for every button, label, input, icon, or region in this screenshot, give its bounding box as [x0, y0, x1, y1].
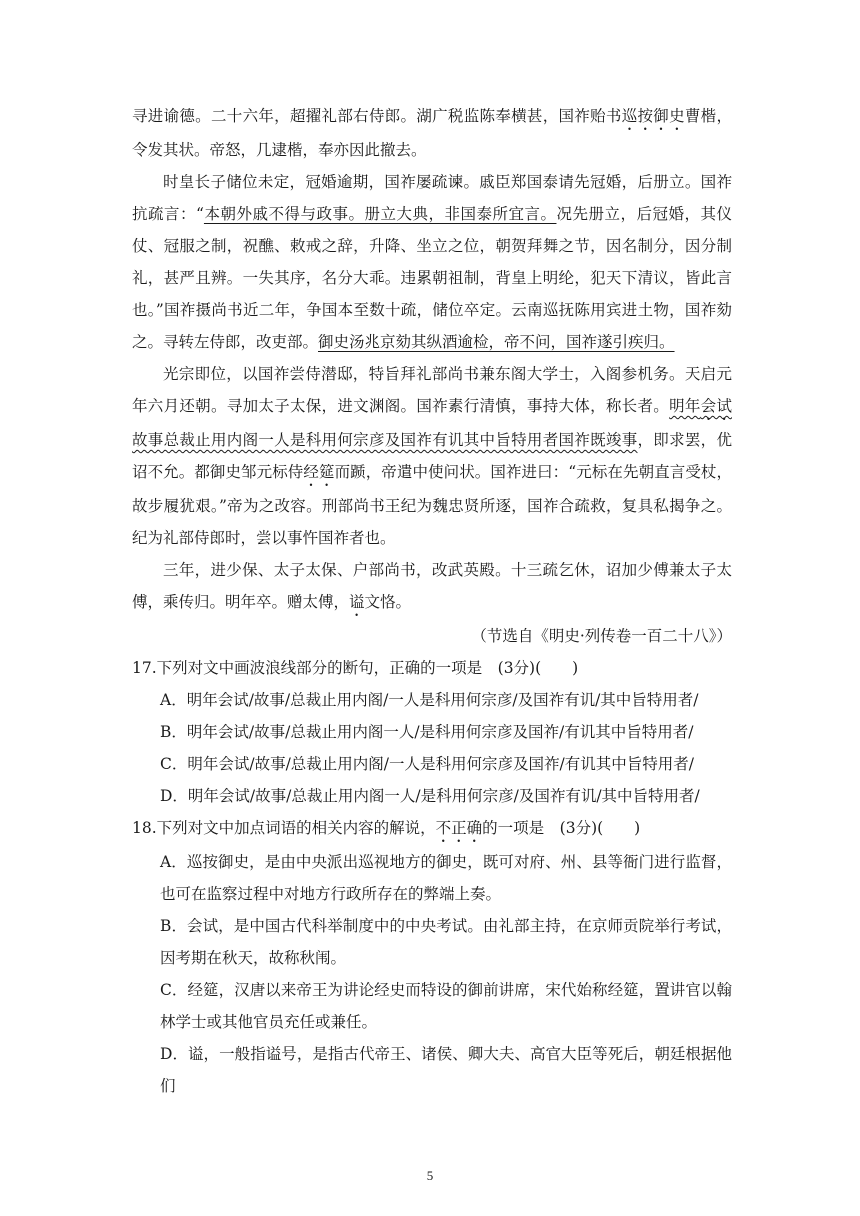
question-18-option-c: C．经筵，汉唐以来帝王为讲论经史而特设的御前讲席，宋代始称经筵，置讲官以翰林学士或其他官员充任或兼任。 — [160, 981, 732, 1031]
passage-paragraph-3 — [132, 358, 732, 554]
text-run: 明年 — [669, 397, 701, 415]
text-run: 故事总裁止用内阁一人是科用何宗彦及国祚有讥其中旨特用者国祚既竣事 — [132, 431, 638, 449]
question-18-stem — [132, 812, 732, 846]
dotted-term-jingyan: 经筵 — [303, 463, 335, 481]
dotted-term-huishi: 会试 — [700, 397, 732, 415]
underlined-sentence-2: 御史汤兆京劾其纵酒逾检，帝不问，国祚遂引疾归。 — [318, 333, 675, 351]
passage-paragraph-4 — [132, 554, 732, 620]
text-run: 光宗即位，以国祚尝侍潜邸，特旨拜礼部尚书兼东阁大学士，入阁参机务。天启元年六月还朝。寻加太子太保，进文渊阁。国祚素行清慎，事持大体，称长者。 — [132, 365, 732, 415]
text-run: 文恪。 — [364, 593, 412, 611]
passage-paragraph-2 — [132, 166, 732, 358]
passage-paragraph-1 — [132, 100, 732, 166]
text-run: 况先册立，后冠婚，其仪仗、冠服之制，祝醮、敕戒之辞，升降、坐立之位，朝贺拜舞之节，因名制分，因分制礼，甚严且辨。一失其序，名分大乖。违累朝祖制，背皇上明纶，犯天下清议，皆此言也。”国祚摄尚书近二年，争国本至数十疏，储位卒定。云南巡抚陈用宾进土物，国祚劾之。寻转左侍郎，改吏部。 — [132, 205, 732, 351]
question-17-option-b: B．明年会试/故事/总裁止用内阁一人/是科用何宗彦及国祚/有讥其中旨特用者/ — [160, 723, 694, 741]
question-18-option-b: B．会试，是中国古代科举制度中的中央考试。由礼部主持，在京师贡院举行考试，因考期在秋天，故称秋闱。 — [160, 917, 732, 967]
page-number: 5 — [426, 1168, 434, 1183]
text-run: 时皇长子储位未定，冠婚逾期，国祚屡疏谏。戚臣郑国泰请先冠婚，后册立。国祚抗疏言：“ — [132, 173, 732, 223]
passage-source: （节选自《明史·列传卷一百二十八》） — [471, 627, 732, 645]
dotted-term-xunan-yushi: 巡按御史 — [621, 107, 685, 125]
dotted-term-shi: 谥 — [349, 593, 365, 611]
question-17-option-a: A．明年会试/故事/总裁止用内阁/一人是科用何宗彦/及国祚有讥/其中旨特用者/ — [160, 691, 699, 709]
text-run: ，即求罢，优诏不允。都御史邹元标侍 — [132, 431, 732, 481]
text-run: 寻进谕德。二十六年，超擢礼部右侍郎。湖广税监陈奉横甚，国祚贻书 — [132, 107, 622, 125]
dotted-keyword-buzhengque: 不正确 — [435, 819, 483, 837]
question-18-option-a: A．巡按御史，是由中央派出巡视地方的御史，既可对府、州、县等衙门进行监督，也可在监察过程中对地方行政所存在的弊端上奏。 — [160, 853, 732, 903]
question-17-option-c: C．明年会试/故事/总裁止用内阁/一人是科用何宗彦及国祚/有讥其中旨特用者/ — [160, 755, 694, 773]
question-17-stem: 17.下列对文中画波浪线部分的断句，正确的一项是 (3分)( ) — [132, 659, 579, 677]
question-18-option-d: D．谥，一般指谥号，是指古代帝王、诸侯、卿大夫、高官大臣等死后，朝廷根据他们 — [160, 1045, 732, 1095]
text-run: 曹楷，令发其状。帝怒，几逮楷，奉亦因此撤去。 — [132, 107, 732, 159]
text-run: 18.下列对文中加点词语的相关内容的解说， — [132, 819, 436, 837]
text-run: 而踬，帝遣中使问状。国祚进曰：“元标在先朝直言受杖，故步履犹艰。”帝为之改容。刑部尚书王纪为魏忠贤所逐，国祚合疏救，复具私揭争之。纪为礼部侍郎时，尝以事忤国祚者也。 — [132, 463, 732, 547]
question-17-option-d: D．明年会试/故事/总裁止用内阁一人/是科用何宗彦/及国祚有讥/其中旨特用者/ — [160, 787, 700, 805]
text-run: 的一项是 (3分)( ) — [482, 819, 641, 837]
underlined-sentence-1: 本朝外戚不得与政事。册立大典，非国泰所宜言。 — [203, 205, 557, 223]
text-run: 三年，进少保、太子太保、户部尚书，改武英殿。十三疏乞休，诏加少傅兼太子太傅，乘传归。明年卒。赠太傅， — [132, 561, 732, 611]
exam-page — [132, 100, 732, 1102]
